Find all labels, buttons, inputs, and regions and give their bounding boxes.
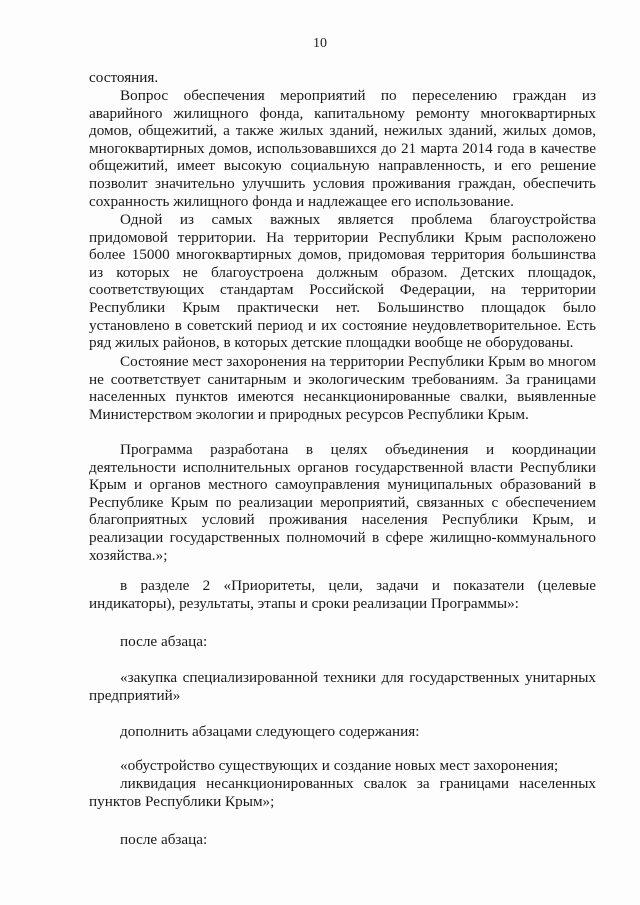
paragraph-quote-burial: «обустройство существующих и создание новых мест захоронения;: [120, 757, 559, 774]
paragraph-after-abzac-1: после абзаца:: [120, 633, 208, 650]
paragraph-add-abzac: дополнить абзацами следующего содержания:: [120, 723, 420, 740]
paragraph-continuation: состояния.: [89, 69, 159, 86]
page-number: 10: [313, 36, 327, 51]
paragraph-quote-purchase: «закупка специализированной техники для государственных унитарных предприятий»: [89, 669, 596, 704]
paragraph-program-goal: Программа разработана в целях объединения и координации деятельности исполнительных органов государственной власти Республики Крым и органов местного самоуправления муниципальных образований в Республике Крым по реализации мероприятий, связанных с обеспечением благоприятных условий проживания населения Республики Крым, и реализации государственных полномочий в сфере жилищно-коммунального хозяйства.»;: [89, 441, 596, 564]
paragraph-resettlement: Вопрос обеспечения мероприятий по переселению граждан из аварийного жилищного фонда, капитальному ремонту многоквартирных домов, общежитий, а также жилых зданий, нежилых зданий, жилых домов, многоквартирных домов, использовавшихся до 21 марта 2014 года в качестве общежитий, имеет высокую социальную направленность, и его решение позволит значительно улучшить условия проживания граждан, обеспечить сохранность жилищного фонда и надлежащее его использование.: [89, 87, 596, 210]
paragraph-quote-dumps: ликвидация несанкционированных свалок за границами населенных пунктов Республики Крым»;: [89, 775, 596, 810]
paragraph-section-2: в разделе 2 «Приоритеты, цели, задачи и показатели (целевые индикаторы), результаты, этапы и сроки реализации Программы»:: [89, 577, 596, 612]
paragraph-after-abzac-2: после абзаца:: [120, 831, 208, 848]
paragraph-improvement: Одной из самых важных является проблема благоустройства придомовой территории. На территории Республики Крым расположено более 15000 многоквартирных домов, придомовая территория большинства из которых не благоустроена должным образом. Детских площадок, соответствующих стандартам Российской Федерации, на территории Республики Крым практически нет. Большинство площадок было установлено в советский период и их состояние неудовлетворительное. Есть ряд жилых районов, в которых детские площадки вообще не оборудованы.: [89, 211, 596, 352]
paragraph-burial-places: Состояние мест захоронения на территории Республики Крым во многом не соответствует санитарным и экологическим требованиям. За границами населенных пунктов имеются несанкционированные свалки, выявленные Министерством экологии и природных ресурсов Республики Крым.: [89, 353, 596, 423]
